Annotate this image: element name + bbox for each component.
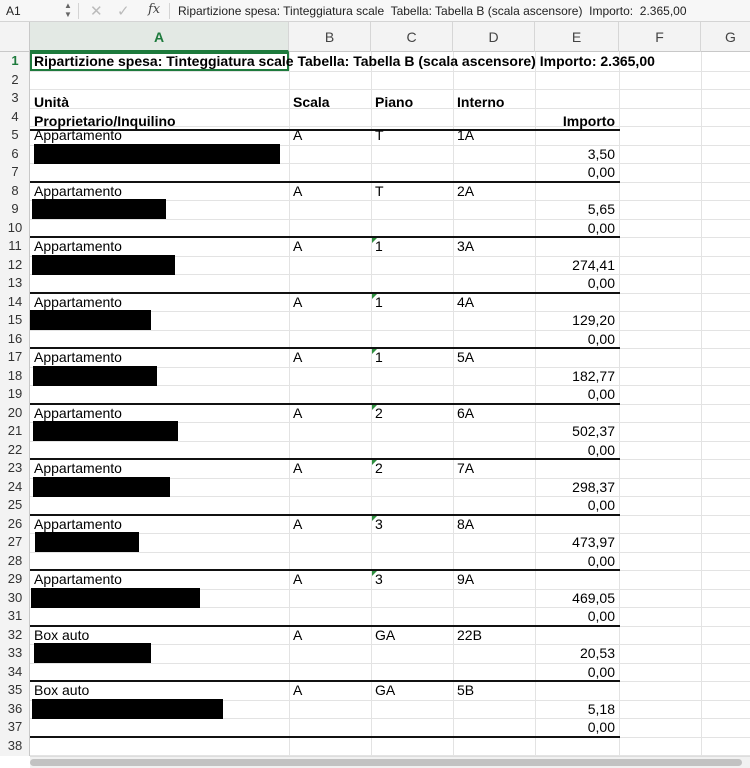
row-header-16[interactable]: 16 [7, 330, 23, 346]
column-header-c[interactable]: C [371, 22, 453, 52]
unit-divider [30, 680, 620, 682]
unit-type-cell[interactable]: Appartamento [34, 349, 122, 365]
number-as-text-warning-icon [372, 349, 377, 354]
row-header-18[interactable]: 18 [7, 367, 23, 383]
sheet-title[interactable]: Ripartizione spesa: Tinteggiatura scale Tabella: Tabella B (scala ascensore) Importo: 2.365,00 [34, 53, 655, 69]
unit-divider [30, 736, 620, 738]
formula-input[interactable]: Ripartizione spesa: Tinteggiatura scale Tabella: Tabella B (scala ascensore) Importo: 2.365,00 [178, 4, 687, 18]
row-header-30[interactable]: 30 [7, 589, 23, 605]
row-header-22[interactable]: 22 [7, 441, 23, 457]
piano-cell[interactable]: 3 [375, 571, 383, 587]
redacted-owner-name [32, 199, 166, 219]
piano-cell[interactable]: GA [375, 682, 396, 698]
importo-cell[interactable]: 469,05 [572, 589, 615, 606]
column-headers [0, 22, 750, 52]
piano-cell[interactable]: 1 [375, 238, 383, 254]
sheet-grid[interactable] [30, 52, 750, 756]
row-header-36[interactable]: 36 [7, 700, 23, 716]
piano-cell[interactable]: 2 [375, 404, 383, 421]
row-header-5[interactable]: 5 [11, 127, 19, 142]
row-header-35[interactable]: 35 [7, 682, 23, 697]
importo-cell[interactable]: 274,41 [572, 256, 615, 273]
column-header-b[interactable]: B [289, 22, 371, 52]
header-proprietario[interactable]: Proprietario/Inquilino [34, 112, 176, 129]
row-header-6[interactable]: 6 [11, 145, 19, 161]
redacted-owner-name [34, 144, 280, 164]
saldo-cell[interactable]: 0,00 [587, 663, 615, 680]
redacted-owner-name [33, 366, 157, 386]
row-header-2[interactable]: 2 [11, 71, 19, 87]
saldo-cell[interactable]: 0,00 [587, 608, 615, 624]
row-header-4[interactable]: 4 [11, 108, 19, 124]
piano-cell[interactable]: T [375, 127, 384, 143]
row-headers [0, 52, 30, 756]
header-scala[interactable]: Scala [293, 94, 330, 110]
scala-cell[interactable]: A [293, 238, 303, 254]
formula-bar-divider [78, 3, 79, 19]
number-as-text-warning-icon [372, 405, 377, 410]
row-header-24[interactable]: 24 [7, 478, 23, 494]
row-header-3[interactable]: 3 [11, 90, 19, 105]
formula-bar [0, 0, 750, 22]
importo-cell[interactable]: 20,53 [579, 645, 615, 661]
importo-cell[interactable]: 129,20 [572, 312, 615, 328]
saldo-cell[interactable]: 0,00 [587, 219, 615, 236]
scala-cell[interactable]: A [293, 515, 303, 532]
unit-type-cell[interactable]: Box auto [34, 682, 90, 698]
piano-cell[interactable]: T [375, 182, 384, 199]
row-header-13[interactable]: 13 [7, 275, 23, 290]
row-header-10[interactable]: 10 [7, 219, 23, 235]
importo-cell[interactable]: 3,50 [587, 145, 615, 162]
row-header-37[interactable]: 37 [7, 719, 23, 734]
unit-type-cell[interactable]: Appartamento [34, 515, 122, 532]
interno-cell[interactable]: 1A [457, 127, 475, 143]
confirm-icon[interactable]: ✓ [117, 3, 130, 20]
saldo-cell[interactable]: 0,00 [587, 497, 615, 513]
piano-cell[interactable]: 3 [375, 515, 383, 532]
row-header-23[interactable]: 23 [7, 460, 23, 475]
cancel-icon[interactable]: ✕ [90, 3, 103, 20]
number-as-text-warning-icon [372, 516, 377, 521]
number-as-text-warning-icon [372, 294, 377, 299]
saldo-cell[interactable]: 0,00 [587, 552, 615, 569]
piano-cell[interactable]: GA [375, 626, 396, 643]
column-header-d[interactable]: D [453, 22, 535, 52]
redacted-owner-name [32, 255, 175, 275]
saldo-cell[interactable]: 0,00 [587, 330, 615, 347]
importo-cell[interactable]: 473,97 [572, 534, 615, 550]
scala-cell[interactable]: A [293, 404, 303, 421]
redacted-owner-name [33, 477, 170, 497]
redacted-owner-name [30, 310, 151, 330]
row-header-38[interactable]: 38 [7, 737, 23, 753]
redacted-owner-name [33, 421, 178, 441]
scala-cell[interactable]: A [293, 127, 303, 143]
importo-cell[interactable]: 182,77 [572, 367, 615, 384]
name-box[interactable]: A1 [6, 4, 21, 18]
header-unita[interactable]: Unità [34, 94, 69, 110]
horizontal-scrollbar[interactable] [30, 756, 750, 768]
unit-type-cell[interactable]: Appartamento [34, 293, 122, 310]
row-header-31[interactable]: 31 [7, 608, 23, 623]
scala-cell[interactable]: A [293, 293, 303, 310]
row-header-27[interactable]: 27 [7, 534, 23, 549]
interno-cell[interactable]: 8A [457, 515, 475, 532]
importo-cell[interactable]: 5,18 [587, 700, 615, 717]
column-header-e[interactable]: E [535, 22, 619, 52]
saldo-cell[interactable]: 0,00 [587, 441, 615, 458]
row-header-29[interactable]: 29 [7, 571, 23, 586]
interno-cell[interactable]: 7A [457, 460, 475, 476]
column-header-a[interactable]: A [30, 22, 289, 52]
interno-cell[interactable]: 6A [457, 404, 475, 421]
importo-cell[interactable]: 5,65 [587, 201, 615, 217]
formula-bar-divider [169, 3, 170, 19]
saldo-cell[interactable]: 0,00 [587, 275, 615, 291]
saldo-cell[interactable]: 0,00 [587, 386, 615, 402]
scala-cell[interactable]: A [293, 571, 303, 587]
row-header-17[interactable]: 17 [7, 349, 23, 364]
header-importo[interactable]: Importo [562, 112, 615, 129]
unit-type-cell[interactable]: Appartamento [34, 460, 122, 476]
column-header-g[interactable]: G [701, 22, 750, 52]
function-icon[interactable]: fx [148, 2, 161, 17]
number-as-text-warning-icon [372, 460, 377, 465]
row-header-1[interactable]: 1 [11, 53, 19, 68]
row-header-7[interactable]: 7 [11, 164, 19, 179]
redacted-owner-name [34, 643, 151, 663]
row-header-21[interactable]: 21 [7, 423, 23, 438]
row-header-14[interactable]: 14 [7, 293, 23, 309]
redacted-owner-name [35, 532, 139, 552]
unit-type-cell[interactable]: Appartamento [34, 238, 122, 254]
row-header-34[interactable]: 34 [7, 663, 23, 679]
row-header-26[interactable]: 26 [7, 515, 23, 531]
saldo-cell[interactable]: 0,00 [587, 719, 615, 735]
importo-cell[interactable]: 298,37 [572, 478, 615, 495]
row-header-15[interactable]: 15 [7, 312, 23, 327]
unit-type-cell[interactable]: Box auto [34, 626, 90, 643]
interno-cell[interactable]: 5B [457, 682, 475, 698]
unit-type-cell[interactable]: Appartamento [34, 404, 122, 421]
interno-cell[interactable]: 2A [457, 182, 475, 199]
row-header-25[interactable]: 25 [7, 497, 23, 512]
interno-cell[interactable]: 22B [457, 626, 482, 643]
scala-cell[interactable]: A [293, 349, 303, 365]
scala-cell[interactable]: A [293, 460, 303, 476]
interno-cell[interactable]: 3A [457, 238, 475, 254]
unit-type-cell[interactable]: Appartamento [34, 127, 122, 143]
row-header-19[interactable]: 19 [7, 386, 23, 401]
redacted-owner-name [31, 588, 200, 608]
gridline [30, 89, 750, 90]
number-as-text-warning-icon [372, 238, 377, 243]
piano-cell[interactable]: 2 [375, 460, 383, 476]
redacted-owner-name [32, 699, 223, 719]
row-header-12[interactable]: 12 [7, 256, 23, 272]
importo-cell[interactable]: 502,37 [572, 423, 615, 439]
header-piano[interactable]: Piano [375, 94, 414, 110]
piano-cell[interactable]: 1 [375, 349, 383, 365]
row-header-32[interactable]: 32 [7, 626, 23, 642]
piano-cell[interactable]: 1 [375, 293, 383, 310]
column-header-f[interactable]: F [619, 22, 701, 52]
name-box-stepper-icon[interactable]: ▲ ▼ [64, 1, 72, 19]
header-interno[interactable]: Interno [457, 94, 505, 110]
row-header-33[interactable]: 33 [7, 645, 23, 660]
row-header-9[interactable]: 9 [11, 201, 19, 216]
interno-cell[interactable]: 5A [457, 349, 475, 365]
saldo-cell[interactable]: 0,00 [587, 164, 615, 180]
select-all-corner[interactable] [0, 22, 30, 52]
unit-type-cell[interactable]: Appartamento [34, 182, 122, 199]
scrollbar-thumb[interactable] [30, 759, 742, 766]
scala-cell[interactable]: A [293, 682, 303, 698]
unit-type-cell[interactable]: Appartamento [34, 571, 122, 587]
row-header-28[interactable]: 28 [7, 552, 23, 568]
interno-cell[interactable]: 9A [457, 571, 475, 587]
number-as-text-warning-icon [372, 571, 377, 576]
interno-cell[interactable]: 4A [457, 293, 475, 310]
row-header-20[interactable]: 20 [7, 404, 23, 420]
unit-divider [30, 625, 620, 627]
scala-cell[interactable]: A [293, 182, 303, 199]
gridline [30, 71, 750, 72]
row-header-11[interactable]: 11 [8, 238, 22, 253]
row-header-8[interactable]: 8 [11, 182, 19, 198]
scala-cell[interactable]: A [293, 626, 303, 643]
